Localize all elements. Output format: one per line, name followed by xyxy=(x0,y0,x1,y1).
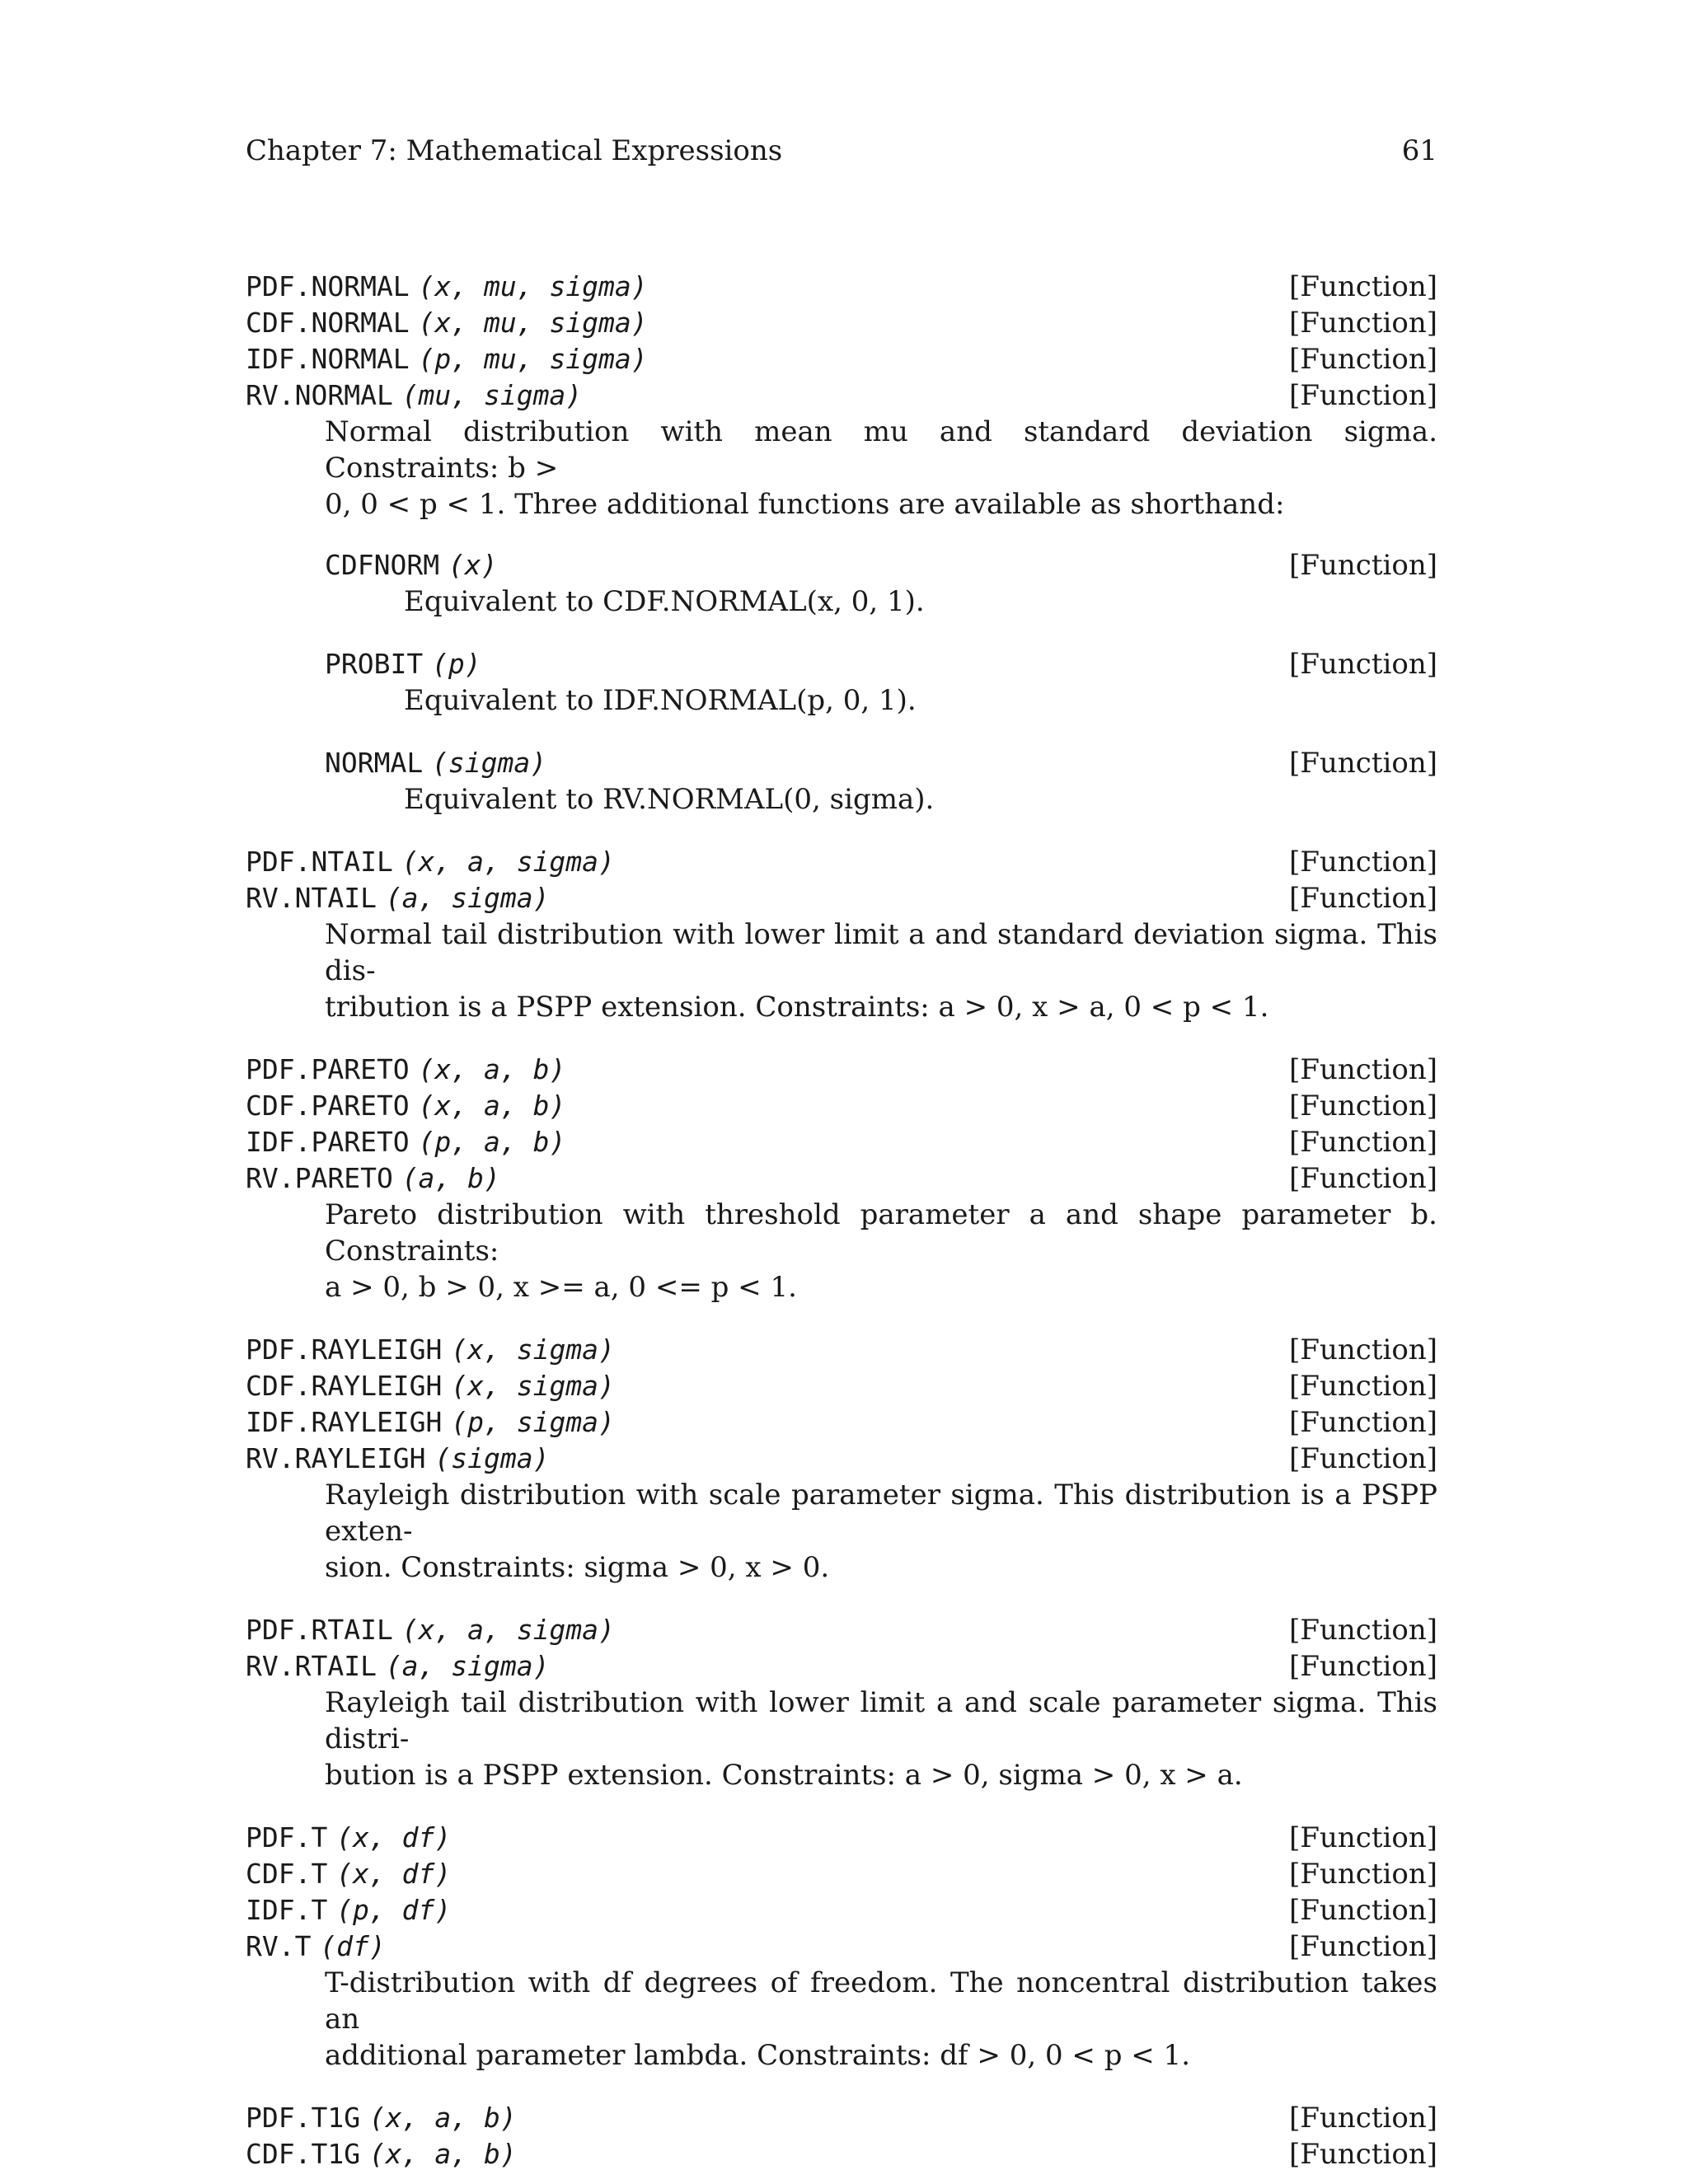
function-name: RV.PARETO xyxy=(246,1162,393,1194)
function-args: (p) xyxy=(432,648,481,680)
description-line: a > 0, b > 0, x >= a, 0 <= p < 1. xyxy=(325,1271,797,1304)
function-name: IDF.T xyxy=(246,1894,328,1926)
function-name: CDF.T xyxy=(246,1858,328,1890)
function-args: (x, a, b) xyxy=(368,2138,517,2170)
function-args: (mu, sigma) xyxy=(401,379,583,411)
function-tag: [Function] xyxy=(1289,846,1437,879)
function-tag: [Function] xyxy=(1289,1858,1437,1891)
function-name: CDF.PARETO xyxy=(246,1090,410,1122)
running-head xyxy=(246,130,1437,171)
chapter-title: Chapter 7: Mathematical Expressions xyxy=(246,134,783,167)
sub-function-probit xyxy=(325,646,1437,719)
function-name: NORMAL xyxy=(325,747,424,779)
function-tag: [Function] xyxy=(1289,1333,1437,1366)
function-definition xyxy=(246,1612,1437,1648)
function-args: (p, sigma) xyxy=(451,1406,615,1438)
function-tag: [Function] xyxy=(1289,1821,1437,1854)
function-description: Equivalent to IDF.NORMAL(p, 0, 1). xyxy=(404,684,917,717)
function-args: (sigma) xyxy=(432,747,547,779)
function-tag: [Function] xyxy=(1289,882,1437,915)
function-tag: [Function] xyxy=(1289,379,1437,412)
description-line: Rayleigh tail distribution with lower limit a and scale parameter sigma. This distri- xyxy=(325,1686,1437,1755)
function-definition xyxy=(246,269,1437,305)
function-name: IDF.RAYLEIGH xyxy=(246,1406,443,1438)
function-name: CDF.T1G xyxy=(246,2138,361,2170)
function-definition xyxy=(246,377,1437,414)
function-args: (x) xyxy=(448,549,498,581)
function-name: PDF.PARETO xyxy=(246,1053,410,1085)
description-line: tribution is a PSPP extension. Constraints: a > 0, x > a, 0 < p < 1. xyxy=(325,991,1269,1024)
function-block-rayleigh xyxy=(246,1332,1437,1586)
description-line: T-distribution with df degrees of freedom. The noncentral distribution takes an xyxy=(325,1966,1437,2036)
function-block-rtail xyxy=(246,1612,1437,1793)
function-name: PDF.NTAIL xyxy=(246,846,393,878)
function-name: RV.NORMAL xyxy=(246,379,393,411)
function-args: (p, mu, sigma) xyxy=(418,343,648,375)
function-args: (x, a, sigma) xyxy=(401,846,615,878)
function-definition xyxy=(325,745,1437,781)
function-description xyxy=(325,414,1437,523)
function-tag: [Function] xyxy=(1289,343,1437,376)
function-definition xyxy=(246,2136,1437,2172)
function-tag: [Function] xyxy=(1289,747,1437,780)
function-definition xyxy=(246,1856,1437,1892)
function-description: Equivalent to RV.NORMAL(0, sigma). xyxy=(404,783,935,816)
function-block-t xyxy=(246,1820,1437,2074)
function-args: (df) xyxy=(320,1930,386,1962)
description-line: Pareto distribution with threshold parameter a and shape parameter b. Constraints: xyxy=(325,1198,1437,1268)
function-tag: [Function] xyxy=(1289,549,1437,582)
function-definition xyxy=(246,341,1437,377)
function-definition xyxy=(246,1820,1437,1856)
function-tag: [Function] xyxy=(1289,2138,1437,2171)
function-definition xyxy=(246,1160,1437,1197)
function-definition xyxy=(246,1368,1437,1404)
function-args: (x, a, b) xyxy=(368,2102,517,2134)
function-name: RV.RAYLEIGH xyxy=(246,1442,426,1474)
function-tag: [Function] xyxy=(1289,1406,1437,1439)
description-line: 0, 0 < p < 1. Three additional functions are available as shorthand: xyxy=(325,488,1285,521)
description-line: additional parameter lambda. Constraints: df > 0, 0 < p < 1. xyxy=(325,2039,1190,2072)
function-description xyxy=(325,1685,1437,1793)
function-name: CDF.RAYLEIGH xyxy=(246,1370,443,1402)
function-description xyxy=(325,1477,1437,1586)
function-args: (p, df) xyxy=(336,1894,452,1926)
function-definition xyxy=(246,2100,1437,2136)
function-args: (x, sigma) xyxy=(451,1333,615,1366)
function-args: (a, sigma) xyxy=(385,882,550,914)
function-definition xyxy=(246,305,1437,341)
function-description: Equivalent to CDF.NORMAL(x, 0, 1). xyxy=(404,585,925,618)
function-name: PROBIT xyxy=(325,648,424,680)
function-block-ntail xyxy=(246,844,1437,1025)
function-tag: [Function] xyxy=(1289,1894,1437,1927)
function-args: (a, sigma) xyxy=(385,1650,550,1682)
description-line: Normal tail distribution with lower limit a and standard deviation sigma. This dis- xyxy=(325,918,1437,987)
function-name: IDF.PARETO xyxy=(246,1126,410,1158)
function-tag: [Function] xyxy=(1289,2102,1437,2135)
function-tag: [Function] xyxy=(1289,1370,1437,1403)
function-args: (x, mu, sigma) xyxy=(418,270,648,302)
function-definition xyxy=(246,1088,1437,1124)
function-name: RV.T xyxy=(246,1930,312,1962)
function-name: PDF.RTAIL xyxy=(246,1614,393,1646)
function-definition xyxy=(325,646,1437,682)
page-number: 61 xyxy=(1401,134,1437,167)
function-definition xyxy=(246,1124,1437,1160)
description-line: sion. Constraints: sigma > 0, x > 0. xyxy=(325,1551,830,1584)
function-tag: [Function] xyxy=(1289,270,1437,303)
function-description xyxy=(325,1197,1437,1305)
description-line: bution is a PSPP extension. Constraints: a > 0, sigma > 0, x > a. xyxy=(325,1759,1243,1792)
function-tag: [Function] xyxy=(1289,1126,1437,1159)
function-tag: [Function] xyxy=(1289,1053,1437,1086)
function-definition xyxy=(246,1648,1437,1685)
function-name: RV.NTAIL xyxy=(246,882,377,914)
function-args: (x, mu, sigma) xyxy=(418,307,648,339)
function-name: CDFNORM xyxy=(325,549,440,581)
function-name: CDF.NORMAL xyxy=(246,307,410,339)
function-name: PDF.NORMAL xyxy=(246,270,410,302)
sub-function-cdfnorm xyxy=(325,547,1437,620)
description-line: Normal distribution with mean mu and standard deviation sigma. Constraints: b > xyxy=(325,415,1437,485)
function-definition xyxy=(325,547,1437,583)
function-definition xyxy=(246,880,1437,916)
description-line: Rayleigh distribution with scale parameter sigma. This distribution is a PSPP exten- xyxy=(325,1479,1437,1548)
function-tag: [Function] xyxy=(1289,307,1437,340)
function-tag: [Function] xyxy=(1289,1162,1437,1195)
function-tag: [Function] xyxy=(1289,1930,1437,1963)
function-name: RV.RTAIL xyxy=(246,1650,377,1682)
function-tag: [Function] xyxy=(1289,1650,1437,1683)
function-definition xyxy=(246,1404,1437,1441)
function-definition xyxy=(246,1052,1437,1088)
function-definition xyxy=(246,1441,1437,1477)
function-args: (a, b) xyxy=(401,1162,500,1194)
function-args: (x, a, b) xyxy=(418,1090,566,1122)
function-description xyxy=(325,1965,1437,2074)
function-block-t1g xyxy=(246,2100,1437,2172)
function-name: PDF.RAYLEIGH xyxy=(246,1333,443,1366)
function-description xyxy=(325,916,1437,1025)
function-args: (x, a, sigma) xyxy=(401,1614,615,1646)
function-tag: [Function] xyxy=(1289,1090,1437,1122)
sub-function-normal xyxy=(325,745,1437,818)
function-definition xyxy=(246,1892,1437,1929)
document-body xyxy=(246,269,1437,2172)
function-args: (x, sigma) xyxy=(451,1370,615,1402)
function-args: (x, df) xyxy=(336,1858,452,1890)
function-definition xyxy=(246,844,1437,880)
function-block-normal xyxy=(246,269,1437,818)
function-args: (p, a, b) xyxy=(418,1126,566,1158)
function-tag: [Function] xyxy=(1289,1614,1437,1647)
function-tag: [Function] xyxy=(1289,648,1437,681)
function-args: (x, df) xyxy=(336,1821,452,1854)
function-tag: [Function] xyxy=(1289,1442,1437,1475)
function-definition xyxy=(246,1929,1437,1965)
function-args: (sigma) xyxy=(434,1442,550,1474)
function-name: PDF.T1G xyxy=(246,2102,361,2134)
function-block-pareto xyxy=(246,1052,1437,1305)
function-args: (x, a, b) xyxy=(418,1053,566,1085)
function-name: PDF.T xyxy=(246,1821,328,1854)
function-name: IDF.NORMAL xyxy=(246,343,410,375)
function-definition xyxy=(246,1332,1437,1368)
